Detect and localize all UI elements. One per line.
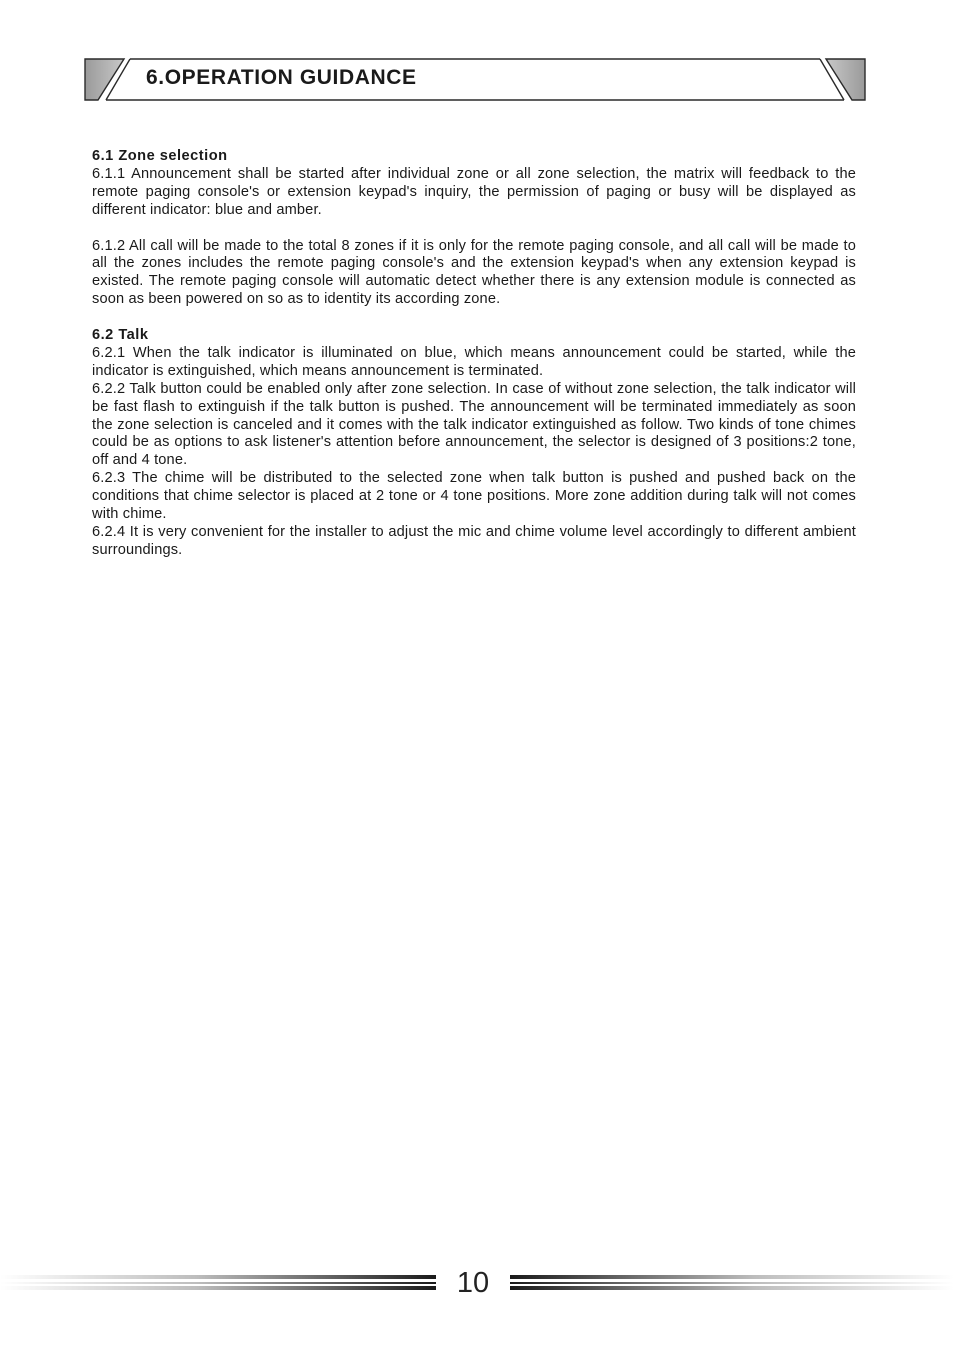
section-spacer [92, 309, 856, 327]
paragraph-6-1-2: 6.1.2 All call will be made to the total 8 zones if it is only for the remote paging console, and all call will be made to all the zones includes the remote paging console's and the extension keypad's when any extension keypad is existed. The remote paging console will automatic detect whether there is any extension module is connected as soon as been powered on so as to identity its according zone. [92, 237, 856, 308]
chapter-header-banner [84, 58, 866, 102]
section-heading-talk: 6.2 Talk [92, 327, 149, 344]
paragraph-6-2-1: 6.2.1 When the talk indicator is illuminated on blue, which means announcement could be started, while the indicator is extinguished, which means announcement is terminated. [92, 344, 856, 379]
page-number: 10 [456, 1267, 490, 1299]
paragraph-6-2-3: 6.2.3 The chime will be distributed to the selected zone when talk button is pushed and pushed back on the conditions that chime selector is placed at 2 tone or 4 tone positions. More zone addition during talk will not comes with chime. [92, 470, 856, 523]
paragraph-6-2-4: 6.2.4 It is very convenient for the installer to adjust the mic and chime volume level accordingly to different ambient surroundings. [92, 524, 856, 558]
paragraph-6-1-1: 6.1.1 Announcement shall be started after individual zone or all zone selection, the matrix will feedback to the remote paging console's or extension keypad's inquiry, the permission of paging or busy will be displayed as different indicator: blue and amber. [92, 165, 856, 218]
paragraph-spacer [92, 220, 856, 238]
section-heading-zone-selection: 6.1 Zone selection [92, 148, 228, 164]
paragraph-6-2-2: 6.2.2 Talk button could be enabled only after zone selection. In case of without zone selection, the talk indicator will be fast flash to extinguish if the talk button is pushed. The announcement will be terminated immediately as soon the zone selection is canceled and it comes with the talk indicator extinguished as follow. Two kinds of tone chimes could be as options to ask listener's attention before announcement, the selector is designed of 3 positions:2 tone, off and 4 tone. [92, 380, 856, 469]
document-body [92, 148, 856, 560]
page-footer [0, 1266, 954, 1302]
chapter-title: 6.OPERATION GUIDANCE [146, 66, 417, 89]
